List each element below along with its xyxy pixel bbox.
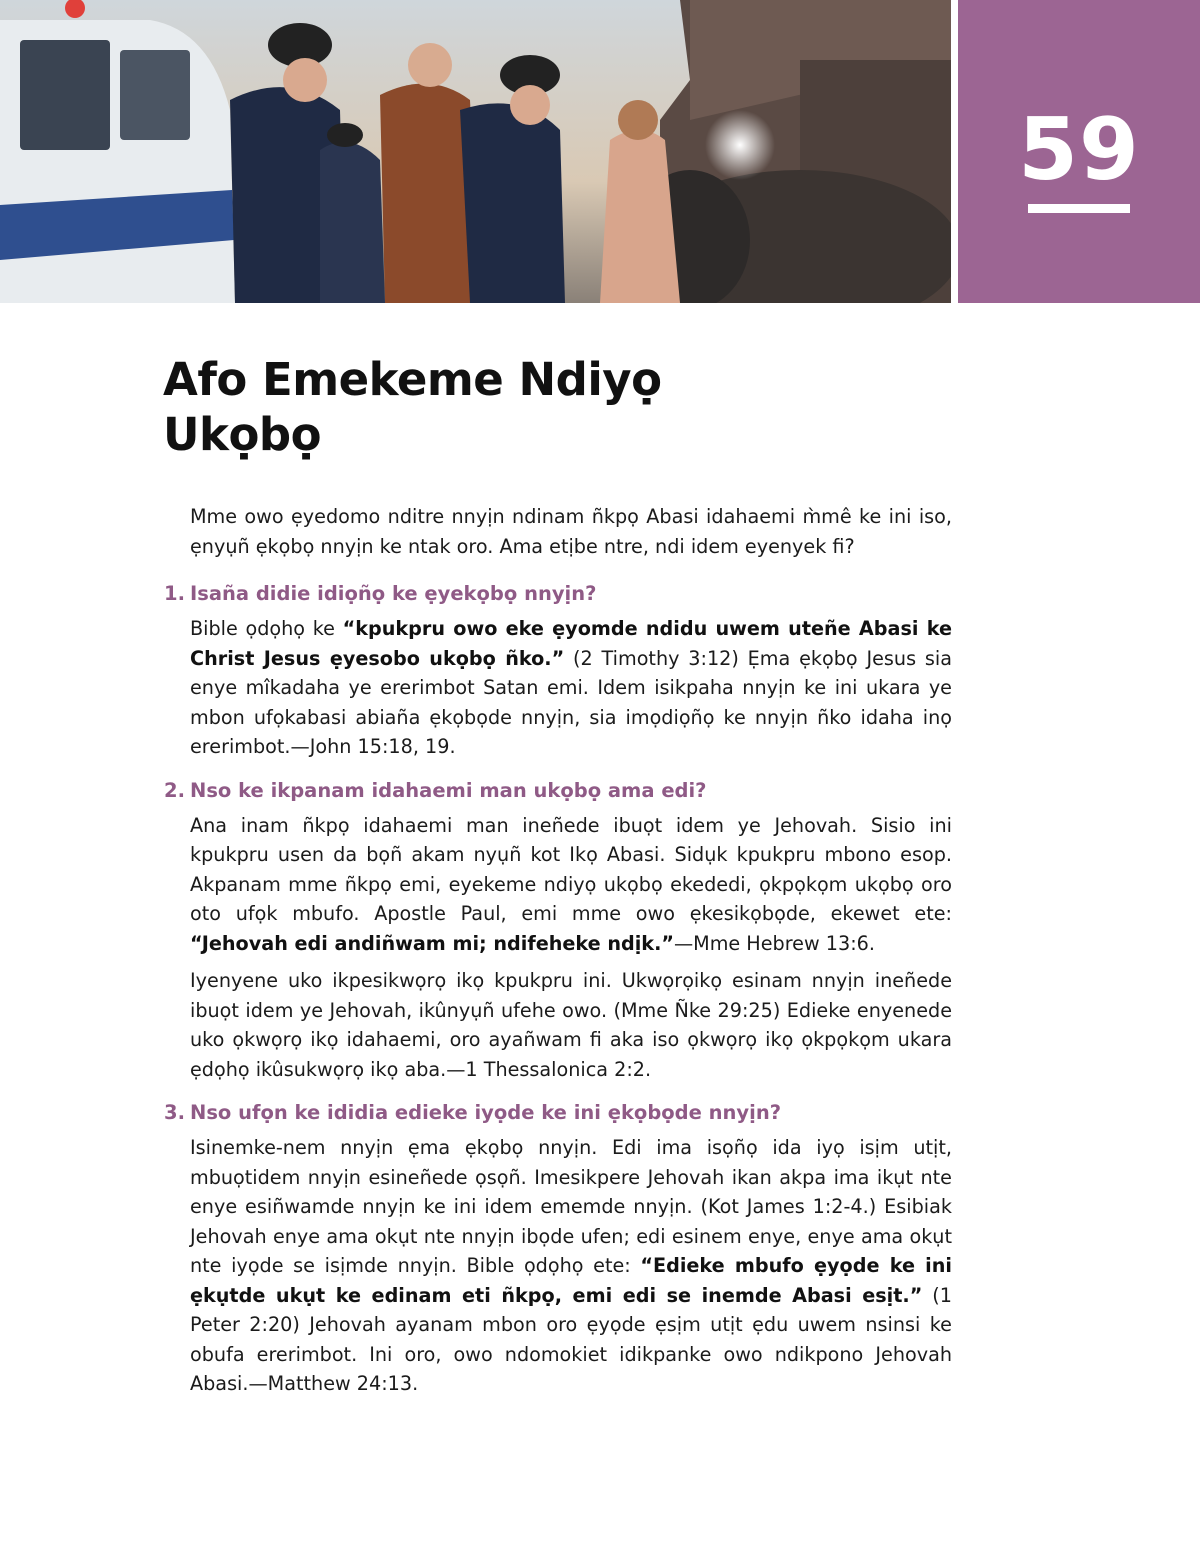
lesson-content [164,502,952,1413]
question-text: Nso ufọn ke ididia edieke iyọde ke ini ẹkọbọde nnyịn? [190,1101,782,1124]
paragraph-text: (1 Peter 2:20) Jehovah ayanam mbon oro ẹyọde ẹsịm utịt ẹdu uwem nsinsi ke obufa ererimbot. Ini oro, owo ndomokiet idikpanke owo ndikpono Jehovah Abasi.—Matthew 24:13. [190,1283,953,1395]
question-heading [164,1098,952,1127]
scripture-quote: “kpukpru owo eke ẹyomde ndidu uwem uteñe Abasi ke Christ Jesus ẹyesobo ukọbọ ñko.” [190,617,952,670]
scripture-quote: “Jehovah edi andiñwam mi; ndifeheke ndịk.” [190,931,674,955]
scripture-quote: “Edieke mbufo ẹyọde ke ini ẹkụtde ukụt ke edinam eti ñkpọ, emi edi se inemde Abasi esịt.” [190,1254,952,1307]
section-2 [164,776,952,1085]
body-paragraph [190,966,952,1084]
header-photo-illustration [0,0,951,303]
paragraph-text: Iyenyene uko ikpesikwọrọ ikọ kpukpru ini. Ukwọrọikọ esinam nnyịn ineñede ibuọt idem ye Jehovah, ikûnyụñ ufehe owo. (Mme Ñke 29:25) Edieke enyenede uko ọkwọrọ ikọ idahaemi, oro ayañwam fi aka iso ọkwọrọ ikọ ọkpọkọm ukara ẹdọhọ ikûsukwọrọ ikọ aba.—1 Thessalonica 2:2. [190,969,952,1081]
page-title-line-1: Afo Emekeme Ndiyọ [163,353,662,406]
body-paragraph [190,811,952,959]
question-number: 3. [164,1101,185,1124]
body-paragraph [190,614,952,762]
header-photo [0,0,951,303]
question-heading [164,579,952,608]
body-paragraph [190,1133,952,1399]
page-title-line-2: Ukọbọ [163,408,322,461]
question-text: Isaña didie idiọñọ ke ẹyekọbọ nnyịn? [190,582,597,605]
lesson-number-underline [1028,204,1130,213]
question-heading [164,776,952,805]
paragraph-text: Isinemke-nem nnyịn ẹma ẹkọbọ nnyịn. Edi ima isọñọ ida iyọ isịm utịt, mbuọtidem nnyịn esineñede ọsọñ. Imesikpere Jehovah ikan akpa ima ikụt nte enye esiñwamde nnyịn ke ini idem ememde nnyịn. (Kot James 1:2-4.) Esibiak Jehovah enye ama okụt nte nnyịn ibọde ufen; edi esinem enye, enye ama okụt nte iyọde se isịmde nnyịn. Bible ọdọhọ ete: [190,1136,952,1277]
paragraph-text: —Mme Hebrew 13:6. [673,931,875,955]
paragraph-text: Bible ọdọhọ ke [190,617,343,640]
paragraph-text: (2 Timothy 3:12) Ẹma ẹkọbọ Jesus sia enye mîkadaha ye ererimbot Satan emi. Idem isikpaha nnyịn ke ini ukara ye mbon ufọkabasi abiaña ẹkọbọde nnyịn, sia imọdiọñọ ke nnyịn ñko idaha inọ ererimbot.—John 15:18, 19. [190,646,952,758]
question-text: Nso ke ikpanam idahaemi man ukọbọ ama edi? [190,778,707,802]
lesson-number-box [958,0,1200,303]
paragraph-text: Ana inam ñkpọ idahaemi man ineñede ibuọt idem ye Jehovah. Sisio ini kpukpru usen da bọñ akam nyụñ kot Ikọ Abasi. Sidụk kpukpru mbono esop. Akpanam mme ñkpọ emi, eyekeme ndiyọ ukọbọ ekededi, ọkpọkọm ukọbọ oro oto ufọk mbufo. Apostle Paul, emi mme owo ẹkesikọbọde, ekewet ete: [190,813,952,925]
lesson-number: 59 [1018,100,1140,200]
question-number: 2. [164,778,185,802]
question-number: 1. [164,582,185,605]
page-title [163,352,863,462]
section-1 [164,579,952,762]
section-3 [164,1098,952,1399]
intro-paragraph: Mme owo ẹyedomo nditre nnyịn ndinam ñkpọ Abasi idahaemi m̀mê ke ini iso, ẹnyụñ ẹkọbọ nnyịn ke ntak oro. Ama etịbe ntre, ndi idem eyenyek fi? [190,505,952,558]
